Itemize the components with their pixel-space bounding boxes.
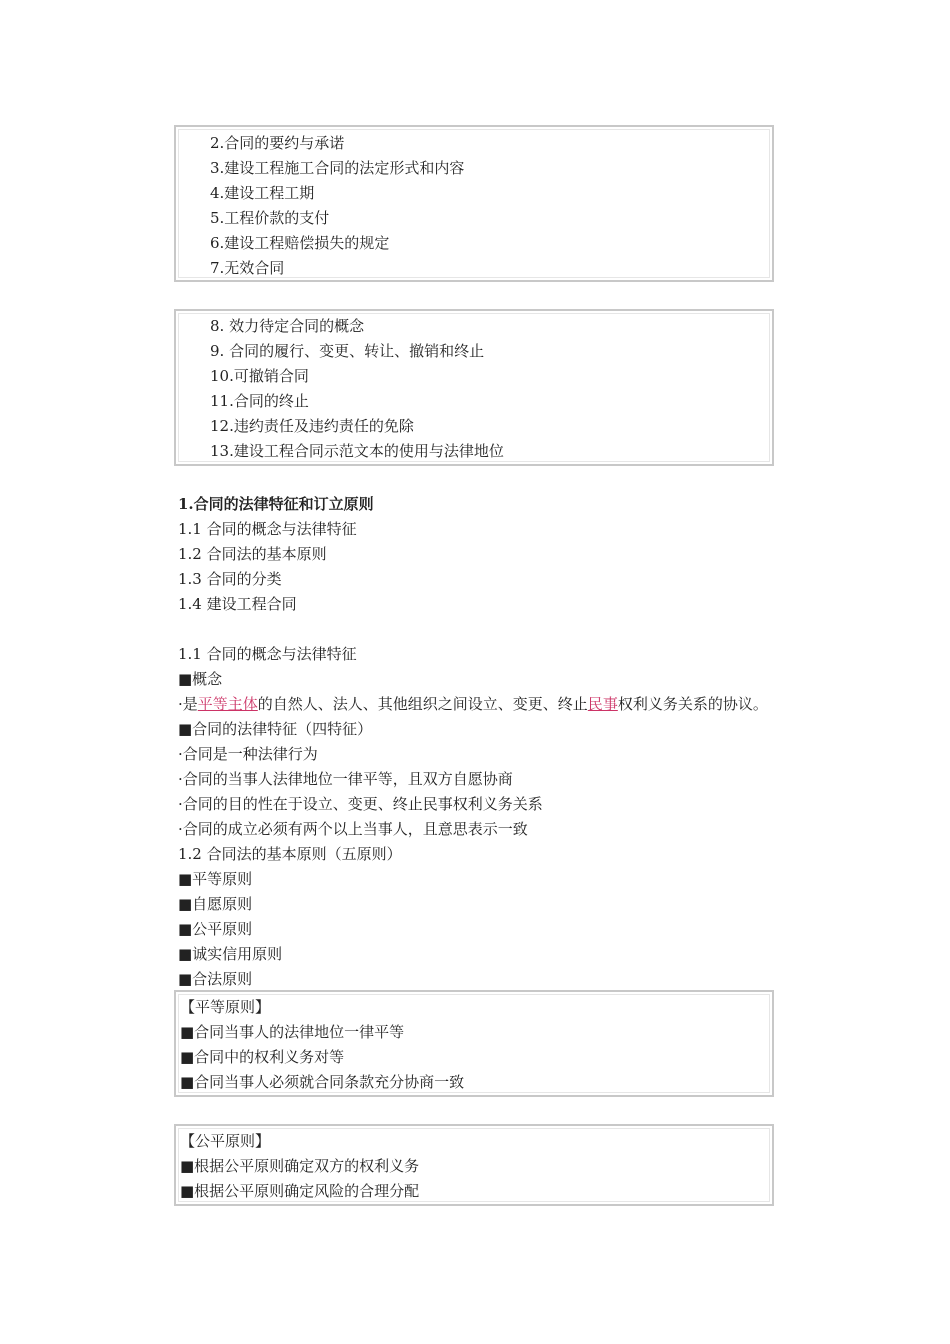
toc-item: 6.建设工程赔偿损失的规定 xyxy=(210,234,390,252)
fairness-principle-box xyxy=(174,1124,774,1206)
feature-item: ·合同的目的性在于设立、变更、终止民事权利义务关系 xyxy=(178,795,543,813)
toc-item: 5.工程价款的支付 xyxy=(210,209,330,227)
toc-item: 8. 效力待定合同的概念 xyxy=(210,317,365,335)
definition-prefix: ·是 xyxy=(178,695,198,713)
toc-item: 12.违约责任及违约责任的免除 xyxy=(210,417,414,435)
toc-item: 9. 合同的履行、变更、转让、撤销和终止 xyxy=(210,342,485,360)
box-item: ■根据公平原则确定双方的权利义务 xyxy=(180,1157,420,1175)
definition-suffix: 权利义务关系的协议。 xyxy=(617,695,768,713)
box-title: 【公平原则】 xyxy=(180,1132,271,1150)
box-title: 【平等原则】 xyxy=(180,998,271,1016)
feature-item: ·合同的当事人法律地位一律平等，且双方自愿协商 xyxy=(178,770,513,788)
section-toc-item: 1.4 建设工程合同 xyxy=(178,595,297,613)
toc-item: 13.建设工程合同示范文本的使用与法律地位 xyxy=(210,442,504,460)
toc-box-1 xyxy=(174,125,774,282)
subsection-heading: 1.1 合同的概念与法律特征 xyxy=(178,645,357,663)
section-heading: 1.合同的法律特征和订立原则 xyxy=(178,495,374,513)
principle-item: ■自愿原则 xyxy=(178,895,253,913)
box-item: ■根据公平原则确定风险的合理分配 xyxy=(180,1182,420,1200)
toc-item: 10.可撤销合同 xyxy=(210,367,309,385)
feature-item: ·合同的成立必须有两个以上当事人，且意思表示一致 xyxy=(178,820,528,838)
civil-link[interactable]: 民事 xyxy=(587,695,618,713)
box-item: ■合同中的权利义务对等 xyxy=(180,1048,345,1066)
equal-subject-link[interactable]: 平等主体 xyxy=(197,695,258,713)
concept-label: ■概念 xyxy=(178,670,223,688)
box-item: ■合同当事人的法律地位一律平等 xyxy=(180,1023,405,1041)
concept-definition xyxy=(178,692,878,717)
section-toc-item: 1.1 合同的概念与法律特征 xyxy=(178,520,357,538)
toc-item: 4.建设工程工期 xyxy=(210,184,315,202)
feature-item: ·合同是一种法律行为 xyxy=(178,745,318,763)
toc-item: 7.无效合同 xyxy=(210,259,285,277)
section-toc-item: 1.2 合同法的基本原则 xyxy=(178,545,327,563)
spacer xyxy=(178,617,878,642)
box-item: ■合同当事人必须就合同条款充分协商一致 xyxy=(180,1073,465,1091)
definition-middle: 的自然人、法人、其他组织之间设立、变更、终止 xyxy=(257,695,588,713)
equality-principle-box xyxy=(174,990,774,1097)
principle-item: ■合法原则 xyxy=(178,970,253,988)
subsection-heading: 1.2 合同法的基本原则（五原则） xyxy=(178,845,402,863)
section-toc-item: 1.3 合同的分类 xyxy=(178,570,282,588)
toc-box-2 xyxy=(174,309,774,466)
toc-item: 3.建设工程施工合同的法定形式和内容 xyxy=(210,159,465,177)
principle-item: ■诚实信用原则 xyxy=(178,945,283,963)
toc-item: 11.合同的终止 xyxy=(210,392,309,410)
toc-item: 2.合同的要约与承诺 xyxy=(210,134,345,152)
features-label: ■合同的法律特征（四特征） xyxy=(178,720,373,738)
main-content xyxy=(178,492,878,992)
principle-item: ■平等原则 xyxy=(178,870,253,888)
principle-item: ■公平原则 xyxy=(178,920,253,938)
